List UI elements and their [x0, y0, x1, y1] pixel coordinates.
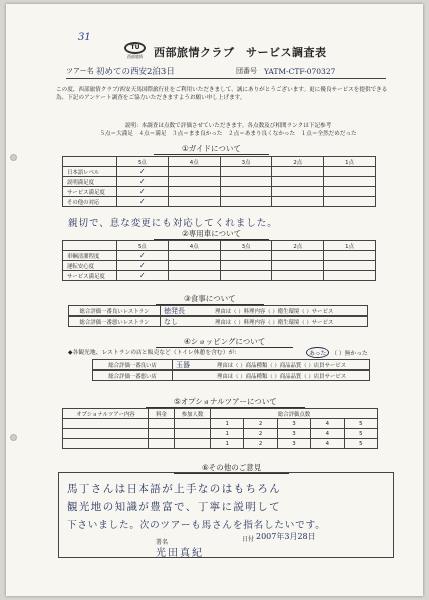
check-mark: ✓: [117, 197, 169, 207]
empty-cell: [324, 167, 376, 177]
intro-text: この度、西部旅情クラブ/西安天馬国際旅行社をご利用いただきまして、誠にありがとうございます。更に優良サービスを提供できる為、下記のアンケート調査をご協力いただきますようお願い申し上げます。: [56, 87, 388, 101]
score-cell: 3: [277, 419, 310, 429]
empty-cell: [272, 187, 324, 197]
table-row: [63, 429, 378, 439]
legend-line-2: ５点＝大満足 ４点＝満足 ３点＝まま良かった ２点＝あまり良くなかった １点＝全然だめだった: [99, 131, 357, 137]
header-cell: [63, 241, 117, 251]
empty-cell: [63, 429, 149, 439]
guide-section-title: ①ガイドについて: [154, 143, 269, 155]
table-row: [63, 167, 376, 177]
empty-cell: [220, 271, 272, 281]
tour-label: ツアー名: [66, 67, 94, 75]
score-cell: 5: [344, 439, 377, 449]
company-logo: [124, 42, 146, 58]
empty-cell: [63, 419, 149, 429]
row-label: その他の対応: [63, 197, 117, 207]
check-mark: ✓: [117, 187, 169, 197]
optional-tour-table: [62, 408, 378, 449]
empty-cell: [168, 187, 220, 197]
header-cell: 4点: [168, 157, 220, 167]
empty-cell: [168, 271, 220, 281]
score-cell: 4: [311, 429, 344, 439]
meal-best-options: 理由は（ ）料理内容（ ）衛生環境（ ）サービス: [215, 308, 334, 315]
row-label: サービス満足度: [63, 187, 117, 197]
opinion-section-title: ⑥その他のご意見: [174, 462, 289, 474]
empty-cell: [220, 261, 272, 271]
check-mark: ✓: [117, 251, 169, 261]
meal-best-value: 徳発長: [164, 306, 185, 315]
header-cell: 総合評価点数: [211, 409, 378, 419]
empty-cell: [324, 187, 376, 197]
header-cell: 4点: [168, 241, 220, 251]
table-row: [63, 261, 376, 271]
check-mark: ✓: [117, 177, 169, 187]
empty-cell: [324, 251, 376, 261]
rating-legend: [78, 122, 378, 138]
empty-cell: [220, 177, 272, 187]
guide-table-header: [63, 157, 376, 167]
score-cell: 2: [244, 419, 277, 429]
row-label: 運転安心度: [63, 261, 117, 271]
header-cell: オプショナルツアー内容: [63, 409, 149, 419]
table-row: [63, 177, 376, 187]
empty-cell: [63, 439, 149, 449]
table-row: [63, 197, 376, 207]
vehicle-rating-table: [62, 240, 376, 281]
score-cell: 4: [311, 419, 344, 429]
empty-cell: [168, 261, 220, 271]
empty-cell: [324, 271, 376, 281]
empty-cell: [220, 197, 272, 207]
header-cell: 料金: [149, 409, 175, 419]
header-cell: 5点: [117, 157, 169, 167]
meal-best-label: 総合評価一番良いレストラン: [69, 306, 161, 315]
score-cell: 4: [311, 439, 344, 449]
empty-cell: [168, 167, 220, 177]
check-mark: ✓: [117, 261, 169, 271]
signature-label: 署名: [156, 539, 169, 546]
punch-hole: [10, 154, 17, 161]
shopping-question: ◆各観光地、レストランの店と販売など（トイレ休憩を含む）が:: [68, 350, 237, 356]
empty-cell: [324, 261, 376, 271]
shop-best-value: 玉器: [176, 360, 190, 369]
shopping-section-title: ④ショッピングについて: [156, 336, 293, 348]
empty-cell: [272, 251, 324, 261]
table-row: [63, 251, 376, 261]
score-cell: 2: [244, 429, 277, 439]
logo-subtext: 西部旅情: [127, 54, 143, 59]
empty-cell: [272, 261, 324, 271]
header-cell: [63, 157, 117, 167]
empty-cell: [272, 197, 324, 207]
score-cell: 1: [211, 429, 244, 439]
shop-best-options: 理由は（ ）商品種類（ ）商品品質（ ）店員サービス: [217, 362, 347, 369]
check-mark: ✓: [117, 271, 169, 281]
answer-no: （ ）無かった: [331, 351, 368, 357]
table-row: [63, 419, 378, 429]
empty-cell: [220, 187, 272, 197]
empty-cell: [175, 439, 211, 449]
shop-best-row: [92, 359, 370, 370]
survey-sheet: [6, 4, 423, 596]
empty-cell: [272, 271, 324, 281]
score-cell: 3: [277, 439, 310, 449]
empty-cell: [149, 419, 175, 429]
empty-cell: [168, 177, 220, 187]
shop-best-label: 総合評価一番良い店: [93, 360, 173, 369]
meal-worst-value: なし: [164, 317, 178, 326]
table-row: [63, 187, 376, 197]
empty-cell: [220, 251, 272, 261]
empty-cell: [175, 419, 211, 429]
tour-name: 初めての西安2泊3日: [96, 67, 175, 77]
comment-line: 観光地の知識が豊富で、丁寧に説明して: [67, 501, 281, 513]
row-label: サービス満足度: [63, 271, 117, 281]
table-row: [63, 439, 378, 449]
meal-section-title: ③食事について: [156, 293, 264, 305]
empty-cell: [272, 167, 324, 177]
corner-note: 31: [78, 32, 91, 43]
header-cell: 5点: [117, 241, 169, 251]
date-value: 2007年3月28日: [256, 532, 316, 541]
empty-cell: [324, 197, 376, 207]
header-cell: 2点: [272, 157, 324, 167]
meal-worst-label: 総合評価一番悪いレストラン: [69, 317, 161, 326]
legend-line-1: 説明：本調査は点数で評価させていただきます。各点数及び相関ランクは下記参考: [124, 123, 332, 129]
shopping-answer: [306, 347, 368, 358]
guide-handwritten-comment: 親切で、息な変更にも対応してくれました。: [68, 218, 278, 229]
score-cell: 2: [244, 439, 277, 449]
comment-line: 下さいました。次のツアーも馬さんを指名したいです。: [67, 520, 326, 531]
comment-line: 馬丁さんは日本語が上手なのはもちろん: [67, 483, 282, 495]
row-label: 説明満足度: [63, 177, 117, 187]
group-label: 団番号: [236, 67, 257, 75]
empty-cell: [149, 429, 175, 439]
logo-icon: TU: [124, 42, 146, 54]
table-row: [63, 271, 376, 281]
optional-table-header: [63, 409, 378, 419]
vehicle-table-header: [63, 241, 376, 251]
meal-best-row: [68, 305, 368, 316]
meal-worst-row: [68, 316, 368, 327]
punch-hole: [10, 434, 17, 441]
score-cell: 1: [211, 419, 244, 429]
optional-section-title: ⑤オプショナルツアーについて: [146, 396, 305, 408]
shop-worst-options: 理由は（ ）商品種類（ ）商品品質（ ）店員サービス: [217, 373, 347, 380]
group-number: YATM-CTF-070327: [264, 66, 336, 76]
empty-cell: [149, 439, 175, 449]
page-title: 西部旅情クラブ サービス調査表: [154, 46, 327, 59]
empty-cell: [168, 251, 220, 261]
header-cell: 1点: [324, 241, 376, 251]
empty-cell: [272, 177, 324, 187]
opinion-comment-box: [58, 472, 394, 558]
header-cell: 参加人数: [175, 409, 211, 419]
empty-cell: [220, 167, 272, 177]
empty-cell: [324, 177, 376, 187]
score-cell: 5: [344, 419, 377, 429]
shop-worst-label: 総合評価一番悪い店: [93, 371, 173, 380]
check-mark: ✓: [117, 167, 169, 177]
header-cell: 3点: [220, 241, 272, 251]
guide-rating-table: [62, 156, 376, 207]
score-cell: 3: [277, 429, 310, 439]
empty-cell: [168, 197, 220, 207]
vehicle-section-title: ②専用車について: [154, 228, 269, 240]
row-label: 日本語レベル: [63, 167, 117, 177]
score-cell: 1: [211, 439, 244, 449]
header-cell: 1点: [324, 157, 376, 167]
score-cell: 5: [344, 429, 377, 439]
signature-name: 光田真紀: [156, 548, 204, 559]
empty-cell: [175, 429, 211, 439]
row-label: 車輌清潔程度: [63, 251, 117, 261]
header-cell: 2点: [272, 241, 324, 251]
meal-worst-options: 理由は（ ）料理内容（ ）衛生環境（ ）サービス: [215, 319, 334, 326]
shop-worst-row: [92, 370, 370, 381]
date-label: 日付: [242, 536, 255, 543]
answer-yes: あった: [306, 347, 329, 358]
tour-info-row: [66, 64, 386, 79]
header-cell: 3点: [220, 157, 272, 167]
